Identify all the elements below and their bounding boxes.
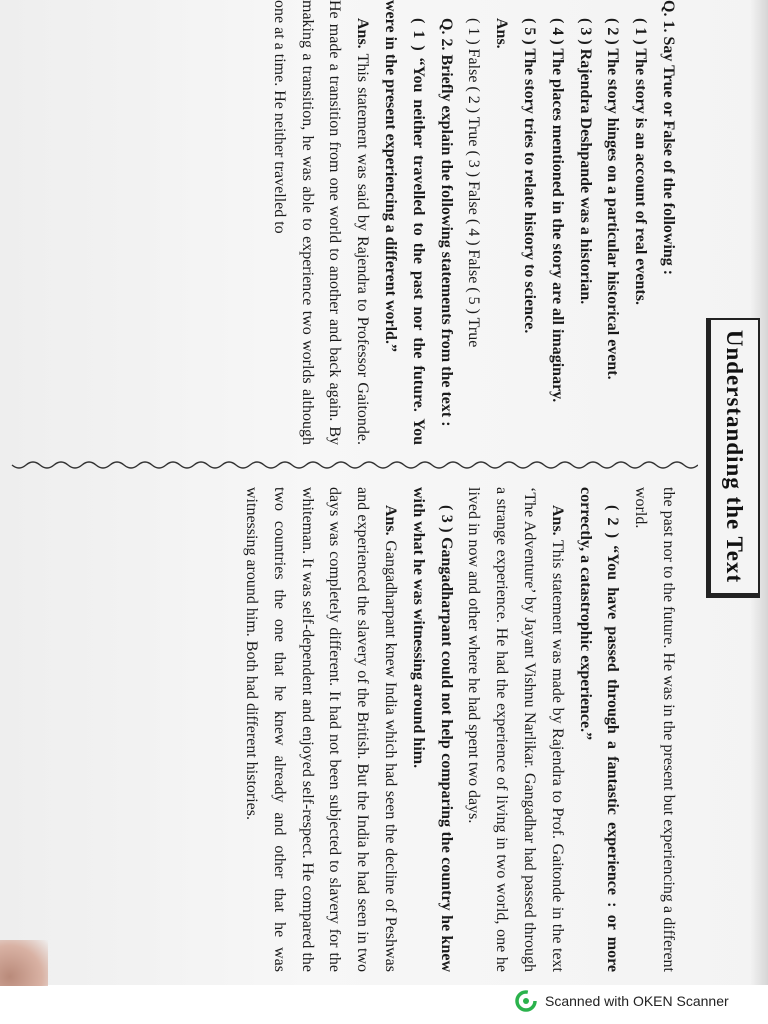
- answer-text: This statement was said by Rajendra to Professor Gaitonde. He made a transition from one world to another and back again. By making a transition, he was able to experience two worlds although one at a time. He neither travelled to: [270, 0, 372, 445]
- scanner-watermark: [515, 990, 729, 1012]
- column-divider: [8, 456, 698, 474]
- answer-label: Ans.: [354, 18, 372, 49]
- q2-item-1-answer-continued: the past nor to the future. He was in the present but experiencing a different world.: [632, 487, 677, 972]
- q2-item-1: ( 1 ) “You neither travelled to the past nor the future. You were in the present experiencing a different world.”: [382, 0, 427, 445]
- q2-heading: Q. 2.: [437, 18, 455, 51]
- q2-item-1-answer: [265, 0, 376, 445]
- q1-item: ( 1 ) The story is an account of real events.: [632, 18, 650, 305]
- q1-item: ( 5 ) The story tries to relate history to science.: [521, 18, 539, 334]
- q2-item-3-answer: [237, 487, 404, 972]
- answer-label: Ans.: [382, 505, 400, 536]
- q1-answer: ( 1 ) False ( 2 ) True ( 3 ) False ( 4 ) False ( 5 ) True: [465, 18, 483, 348]
- q1-answer-label: Ans.: [493, 18, 511, 49]
- q1-item: ( 2 ) The story hinges on a particular historical event.: [604, 18, 622, 380]
- answer-text: Gangadharpant knew India which had seen the decline of Peshwas and experienced the slavery of the British. But the India he had seen in two days was completely different. It had not been subjected to slavery for the whiteman. It was self-dependent and enjoyed self-respect. He compared the two countries the one that he knew already and other that he was witnessing around him. Both had different histories.: [243, 487, 400, 973]
- scanner-watermark-text: Scanned with OKEN Scanner: [545, 993, 729, 1009]
- oken-scanner-logo-icon: [515, 990, 537, 1012]
- q1-prompt: Say True or False of the following :: [660, 36, 677, 276]
- q2-item-2: ( 2 ) “You have passed through a fantastic experience : or more correctly, a catastrophic experience.”: [576, 487, 622, 972]
- q1-item: ( 4 ) The places mentioned in the story are all imaginary.: [548, 18, 566, 403]
- right-column: [237, 487, 682, 972]
- answer-label: Ans.: [548, 505, 566, 536]
- q2-block: [432, 0, 460, 445]
- q1-heading: Q. 1.: [660, 0, 677, 33]
- left-column: [265, 0, 682, 445]
- q1-block: [654, 0, 682, 445]
- q2-prompt: Briefly explain the following statements from the text :: [437, 54, 455, 427]
- q2-item-2-answer: [460, 487, 571, 972]
- q2-item-3: ( 3 ) Gangadharpant could not help comparing the country he knew with what he was witnessing around him.: [409, 487, 455, 972]
- q1-item: ( 3 ) Rajendra Deshpande was a historian.: [576, 18, 594, 305]
- page-title: Understanding the Text: [706, 318, 760, 598]
- answer-text: This statement was made by Rajendra to Prof. Gaitonde in the text ‘The Adventure’ by Jayant Vishnu Narlikar. Gangadhar had passed through a strange experience. He had the experience of living in two world, one he lived in now and other where he had spent two days.: [465, 487, 566, 973]
